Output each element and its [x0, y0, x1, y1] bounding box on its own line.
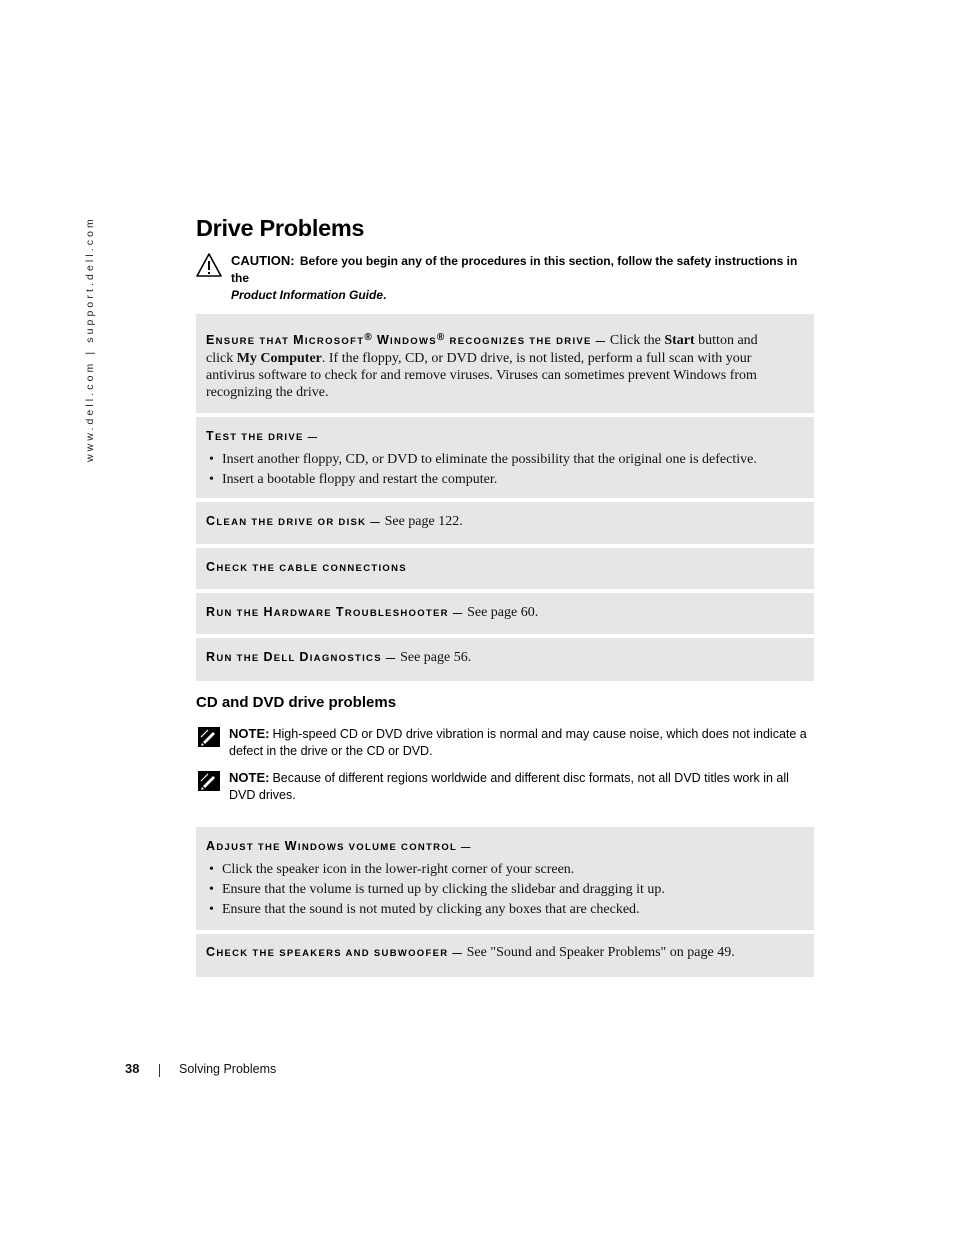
note-vibration [198, 725, 812, 760]
tip-volume-list [206, 860, 814, 920]
tip-box-cable [196, 548, 814, 589]
tip-ensure-text-2: button and click [206, 333, 758, 367]
tip-speakers-heading: CHECK THE SPEAKERS AND SUBWOOFER — [206, 945, 464, 959]
warning-triangle-icon [196, 253, 222, 277]
tip-box-ensure-recognized [196, 314, 814, 413]
page-number: 38 [125, 1061, 140, 1076]
tip-hw-text: See page 60. [467, 605, 539, 620]
my-computer-ref: My Computer [236, 351, 322, 367]
note-vibration-text [229, 725, 812, 760]
tip-hw-heading: RUN THE HARDWARE TROUBLESHOOTER — [206, 605, 464, 619]
caution-notice [196, 252, 816, 304]
list-item: • Insert another floppy, CD, or DVD to eliminate the possibility that the original one is defective. [206, 450, 814, 470]
note-label: NOTE: [229, 770, 270, 785]
caution-body: Before you begin any of the procedures in this section, follow the safety instructions in the [231, 254, 798, 285]
tip-cable-heading: CHECK THE CABLE CONNECTIONS [206, 560, 407, 574]
caution-label: CAUTION: [231, 253, 295, 268]
tip-box-volume [196, 827, 814, 930]
page-title: Drive Problems [196, 215, 365, 241]
tip-box-speakers [196, 934, 814, 977]
list-item: • Insert a bootable floppy and restart the computer. [206, 470, 814, 490]
note-body: High-speed CD or DVD drive vibration is normal and may cause noise, which does not indicate a defect in the drive or the CD or DVD. [229, 727, 807, 758]
list-item: • Click the speaker icon in the lower-right corner of your screen. [206, 860, 814, 880]
caution-end: . [383, 288, 387, 302]
caution-guide-title: Product Information Guide [231, 288, 383, 302]
tip-ensure-heading: ENSURE THAT MICROSOFT® WINDOWS® RECOGNIZES THE DRIVE — [206, 332, 607, 348]
note-dvd-text [229, 769, 812, 804]
tip-box-clean [196, 502, 814, 544]
footer-divider [159, 1064, 160, 1077]
tip-box-test-drive [196, 417, 814, 498]
caution-text [231, 252, 816, 304]
side-url: www.dell.com | support.dell.com [84, 216, 96, 462]
tip-test-heading: TEST THE DRIVE — [206, 429, 319, 443]
tip-speakers-text: See "Sound and Speaker Problems" on page 49. [466, 945, 735, 960]
note-dvd-regions [198, 769, 812, 804]
note-label: NOTE: [229, 726, 270, 741]
tip-test-list [206, 450, 814, 490]
footer-section-title: Solving Problems [179, 1062, 277, 1076]
tip-ensure-text-3: . If the floppy, CD, or DVD drive, is not listed, perform a full scan with your antivirus software to check for and remove viruses. Viruses can sometimes prevent Windows from recognizing the drive. [206, 351, 757, 401]
tip-clean-text: See page 122. [384, 514, 463, 529]
note-pencil-icon [198, 771, 220, 791]
tip-diag-text: See page 56. [400, 650, 472, 665]
tip-box-hardware-troubleshooter [196, 593, 814, 634]
note-pencil-icon [198, 727, 220, 747]
list-item: • Ensure that the sound is not muted by clicking any boxes that are checked. [206, 900, 814, 920]
section-subheading: CD and DVD drive problems [196, 694, 397, 711]
start-button-ref: Start [664, 333, 695, 349]
tip-diag-heading: RUN THE DELL DIAGNOSTICS — [206, 650, 397, 664]
list-item: • Ensure that the volume is turned up by clicking the slidebar and dragging it up. [206, 880, 814, 900]
tip-ensure-text-1: Click the [609, 333, 665, 349]
tip-clean-heading: CLEAN THE DRIVE OR DISK — [206, 514, 382, 528]
note-body: Because of different regions worldwide and different disc formats, not all DVD titles work in all DVD drives. [229, 771, 789, 802]
tip-ensure-body [206, 329, 814, 401]
tip-box-dell-diagnostics [196, 638, 814, 681]
tip-volume-heading: ADJUST THE WINDOWS VOLUME CONTROL — [206, 839, 472, 853]
